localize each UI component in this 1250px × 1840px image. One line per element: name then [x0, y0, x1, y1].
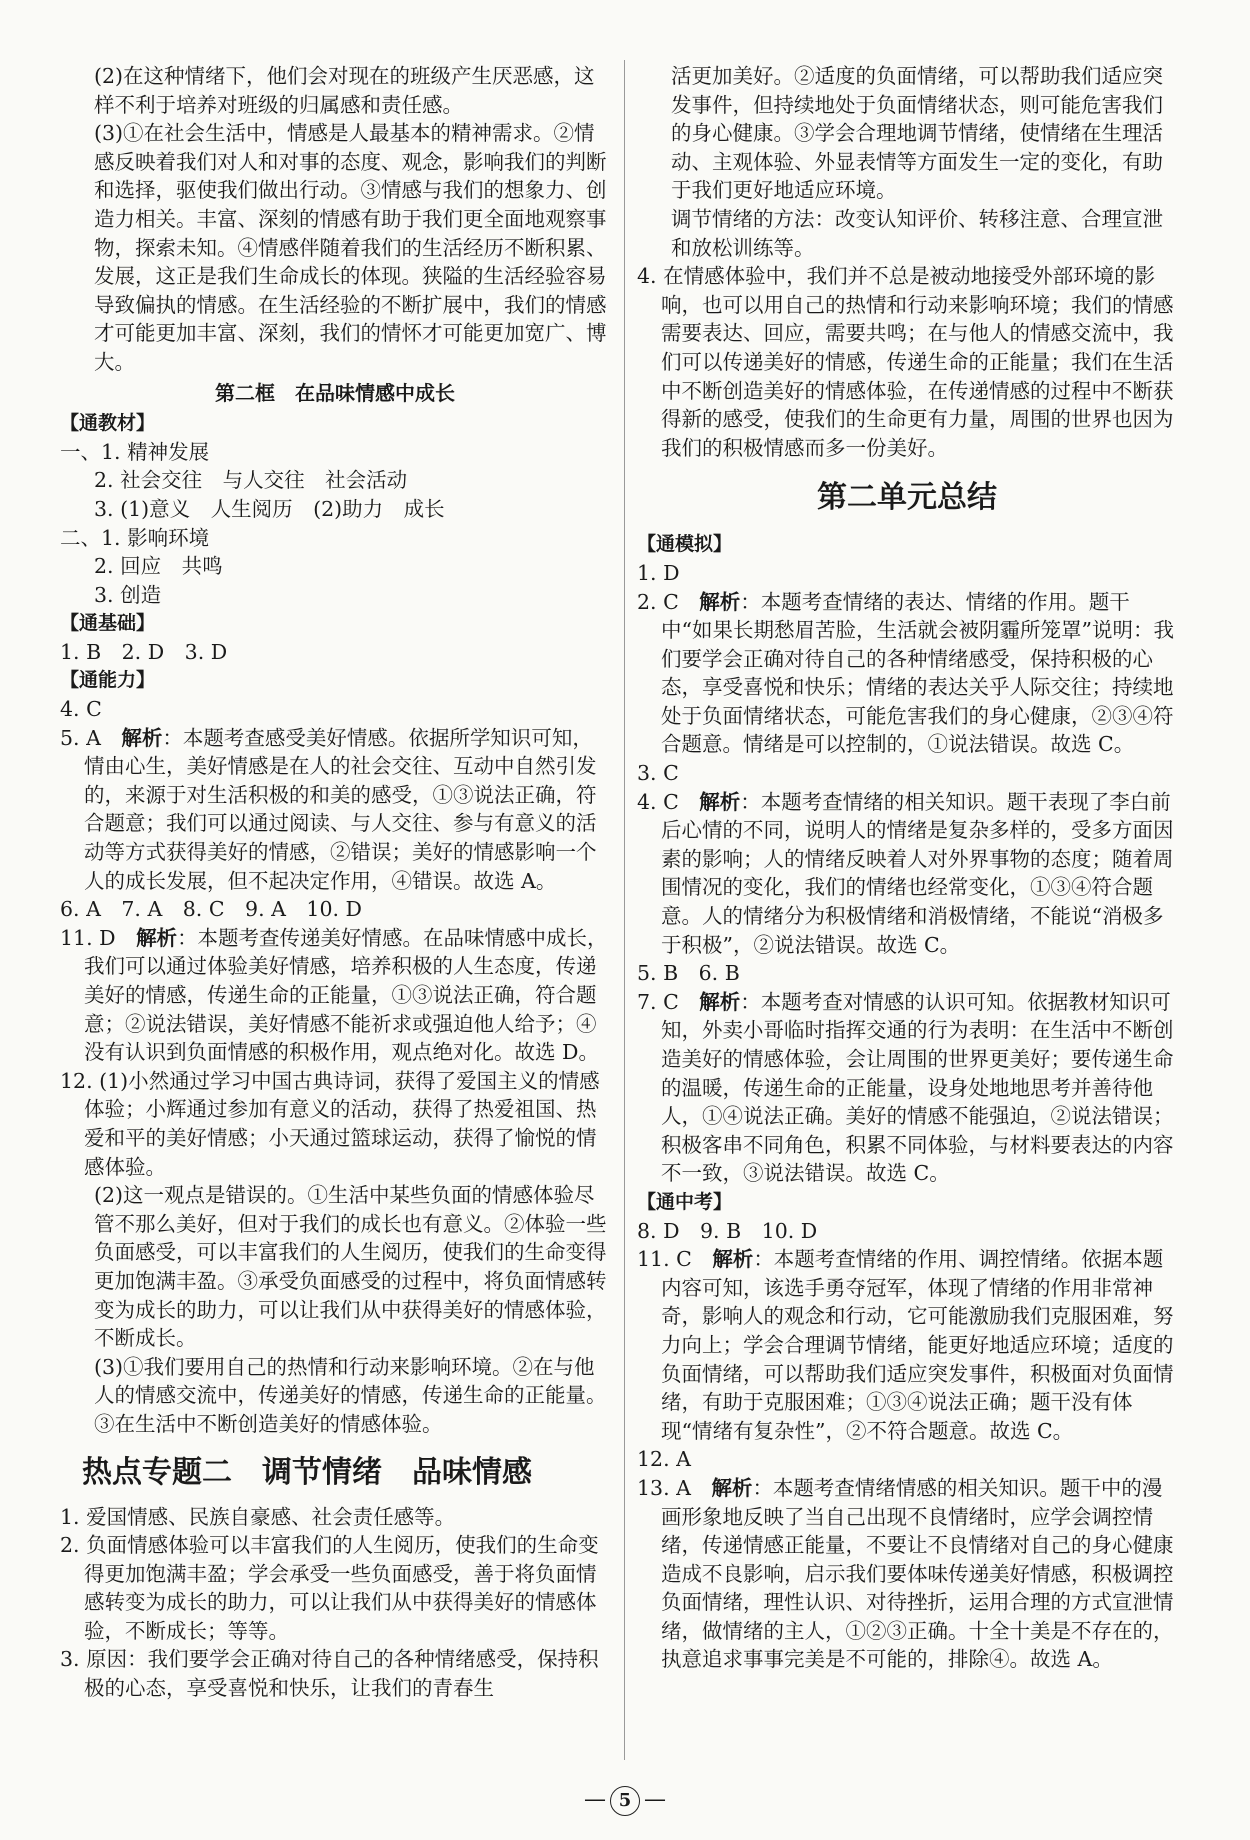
answer-key: 5. A	[60, 725, 101, 750]
answer-paragraph: (2)这一观点是错误的。①生活中某些负面的情感体验尽管不那么美好，但对于我们的成长也有意义。②体验一些负面感受，可以丰富我们的人生阅历，使我们的生命变得更加饱满丰盈。③承受负面感受的过程中，将负面情感转变为成长的助力，可以让我们从中获得美好的情感体验，不断成长。	[94, 1183, 607, 1351]
right-column	[637, 62, 1177, 1674]
analysis-text: ：本题考查情绪情感的相关知识。题干中的漫画形象地反映了当自己出现不良情绪时，应学会调控情绪，传递情感正能量，不要让不良情绪对自己的身心健康造成不良影响，启示我们要体味传递美好情感，积极调控负面情绪，理性认识、对待挫折，运用合理的方式宣泄情绪，做情绪的主人，①②③正确。十全十美是不存在的，执意追求事事完美是不可能的，排除④。故选 A。	[661, 1475, 1174, 1672]
answer-item: 1. 爱国情感、民族自豪感、社会责任感等。	[60, 1504, 456, 1529]
analysis-label: 解析	[699, 589, 741, 614]
answer-key: 7. C	[637, 989, 679, 1014]
answer-item	[637, 1474, 1177, 1674]
answer-item: 3. 原因：我们要学会正确对待自己的各种情绪感受，保持积极的心态，享受喜悦和快乐，让我们的青春生	[60, 1647, 599, 1701]
answer-key: 2. C	[637, 589, 679, 614]
answer-key: 4. C	[637, 789, 679, 814]
section-label: 【通中考】	[637, 1190, 733, 1213]
analysis-text: ：本题考查情绪的相关知识。题干表现了李白前后心情的不同，说明人的情绪是复杂多样的，受多方面因素的影响；人的情绪反映着人对外界事物的态度；随着周围情况的变化，我们的情绪也经常变化，①③④符合题意。人的情绪分为积极情绪和消极情绪，不能说“消极多于积极”，②说法错误。故选 C。	[661, 789, 1174, 957]
answer-line: 2. 社会交往 与人交往 社会活动	[94, 468, 408, 493]
answer-line: 6. A 7. A 8. C 9. A 10. D	[60, 897, 362, 922]
page-number-value: 5	[610, 1786, 640, 1816]
answer-line: 12. A	[637, 1447, 691, 1472]
section-label: 【通模拟】	[637, 533, 733, 556]
analysis-label: 解析	[699, 789, 741, 814]
section-label: 【通教材】	[60, 412, 156, 435]
answer-line: 3. (1)意义 人生阅历 (2)助力 成长	[94, 496, 445, 521]
answer-item	[637, 788, 1177, 960]
answer-line: 一、1. 精神发展	[60, 439, 210, 464]
answer-item	[637, 988, 1177, 1188]
answer-key: 11. C	[637, 1247, 692, 1272]
answer-paragraph: (3)①我们要用自己的热情和行动来影响环境。②在与他人的情感交流中，传递美好的情感，传递生命的正能量。③在生活中不断创造美好的情感体验。	[94, 1354, 607, 1436]
analysis-label: 解析	[712, 1247, 754, 1272]
analysis-label: 解析	[699, 989, 741, 1014]
answer-line: 5. B 6. B	[637, 961, 740, 986]
analysis-label: 解析	[121, 725, 163, 750]
answer-paragraph: (2)在这种情绪下，他们会对现在的班级产生厌恶感，这样不利于培养对班级的归属感和责任感。	[94, 64, 595, 117]
unit-summary-title: 第二单元总结	[817, 480, 997, 516]
analysis-label: 解析	[136, 925, 178, 950]
answer-paragraph: (3)①在社会生活中，情感是人最基本的精神需求。②情感反映着我们对人和对事的态度、观念，影响我们的判断和选择，驱使我们做出行动。③情感与我们的想象力、创造力相关。丰富、深刻的情感有助于我们更全面地观察事物，探索未知。④情感伴随着我们的生活经历不断积累、发展，这正是我们生命成长的体现。狭隘的生活经验容易导致偏执的情感。在生活经验的不断扩展中，我们的情感才可能更加丰富、深刻，我们的情怀才可能更加宽广、博大。	[94, 121, 607, 374]
analysis-label: 解析	[711, 1475, 753, 1500]
answer-line: 3. 创造	[94, 582, 162, 607]
section-label: 【通基础】	[60, 612, 156, 635]
answer-line: 8. D 9. B 10. D	[637, 1218, 818, 1243]
answer-item	[637, 588, 1177, 760]
answer-line: 4. C	[60, 697, 102, 722]
answer-item: 4. 在情感体验中，我们并不总是被动地接受外部环境的影响，也可以用自己的热情和行动来影响环境；我们的情感需要表达、回应，需要共鸣；在与他人的情感交流中，我们可以传递美好的情感，传递生命的正能量；我们在生活中不断创造美好的情感体验，在传递情感的过程中不断获得新的感受，使我们的生命更有力量，周围的世界也因为我们的积极情感而多一份美好。	[637, 264, 1174, 460]
hot-topic-title: 热点专题二 调节情绪 品味情感	[82, 1454, 532, 1490]
analysis-text: ：本题考查情绪的作用、调控情绪。依据本题内容可知，该选手勇夺冠军，体现了情绪的作用非常神奇，影响人的观念和行动，它可能激励我们克服困难，努力向上；学会合理调节情绪，能更好地适应环境；适度的负面情绪，可以帮助我们适应突发事件，积极面对负面情绪，有助于克服困难；①③④说法正确；题干没有体现“情绪有复杂性”，②不符合题意。故选 C。	[661, 1247, 1174, 1443]
answer-item	[60, 724, 610, 896]
answer-key: 13. A	[637, 1475, 691, 1500]
answer-paragraph: 调节情绪的方法：改变认知评价、转移注意、合理宣泄和放松训练等。	[671, 206, 1163, 260]
answer-line: 2. 回应 共鸣	[94, 554, 223, 579]
section-subtitle: 第二框 在品味情感中成长	[215, 380, 455, 405]
answer-item: 12. (1)小然通过学习中国古典诗词，获得了爱国主义的情感体验；小辉通过参加有意义的活动，获得了热爱祖国、热爱和平的美好情感；小天通过篮球运动，获得了愉悦的情感体验。	[60, 1068, 600, 1179]
page-number: — 5 —	[0, 1786, 1250, 1816]
left-column	[60, 62, 610, 1703]
analysis-text: ：本题考查感受美好情感。依据所学知识可知，情由心生，美好情感是在人的社会交往、互动中自然引发的，来源于对生活积极的和美的感受，①③说法正确，符合题意；我们可以通过阅读、与人交往、参与有意义的活动等方式获得美好的情感，②错误；美好的情感影响一个人的成长发展，但不起决定作用，④错误。故选 A。	[84, 725, 597, 893]
analysis-text: ：本题考查情绪的表达、情绪的作用。题干中“如果长期愁眉苦脸，生活就会被阴霾所笼罩”说明：我们要学会正确对待自己的各种情绪感受，保持积极的心态，享受喜悦和快乐；情绪的表达关乎人际交往；持续地处于负面情绪状态，可能危害我们的身心健康，②③④符合题意。情绪是可以控制的，①说法错误。故选 C。	[661, 589, 1174, 757]
analysis-text: ：本题考查传递美好情感。在品味情感中成长，我们可以通过体验美好情感，培养积极的人生态度，传递美好的情感，传递生命的正能量，①③说法正确，符合题意；②说法错误，美好情感不能祈求或强迫他人给予；④没有认识到负面情感的积极作用，观点绝对化。故选 D。	[84, 925, 608, 1065]
answer-line: 1. D	[637, 560, 680, 585]
answer-key: 11. D	[60, 925, 116, 950]
answer-line: 1. B 2. D 3. D	[60, 639, 228, 664]
answer-item: 2. 负面情感体验可以丰富我们的人生阅历，使我们的生命变得更加饱满丰盈；学会承受一些负面感受，善于将负面情感转变为成长的助力，可以让我们从中获得美好的情感体验，不断成长；等等。	[60, 1533, 599, 1643]
answer-paragraph: 活更加美好。②适度的负面情绪，可以帮助我们适应突发事件，但持续地处于负面情绪状态，则可能危害我们的身心健康。③学会合理地调节情绪，使情绪在生理活动、主观体验、外显表情等方面发生一定的变化，有助于我们更好地适应环境。	[671, 64, 1163, 203]
answer-line: 3. C	[637, 761, 679, 786]
answer-item	[637, 1245, 1177, 1445]
analysis-text: ：本题考查对情感的认识可知。依据教材知识可知，外卖小哥临时指挥交通的行为表明：在生活中不断创造美好的情感体验，会让周围的世界更美好；要传递生命的温暖，传递生命的正能量，设身处地地思考并善待他人，①④说法正确。美好的情感不能强迫，②说法错误；积极客串不同角色，积累不同体验，与材料要表达的内容不一致，③说法错误。故选 C。	[661, 989, 1174, 1186]
answer-line: 二、1. 影响环境	[60, 525, 210, 550]
column-divider	[624, 60, 625, 1760]
answer-item	[60, 924, 610, 1067]
section-label: 【通能力】	[60, 669, 156, 692]
